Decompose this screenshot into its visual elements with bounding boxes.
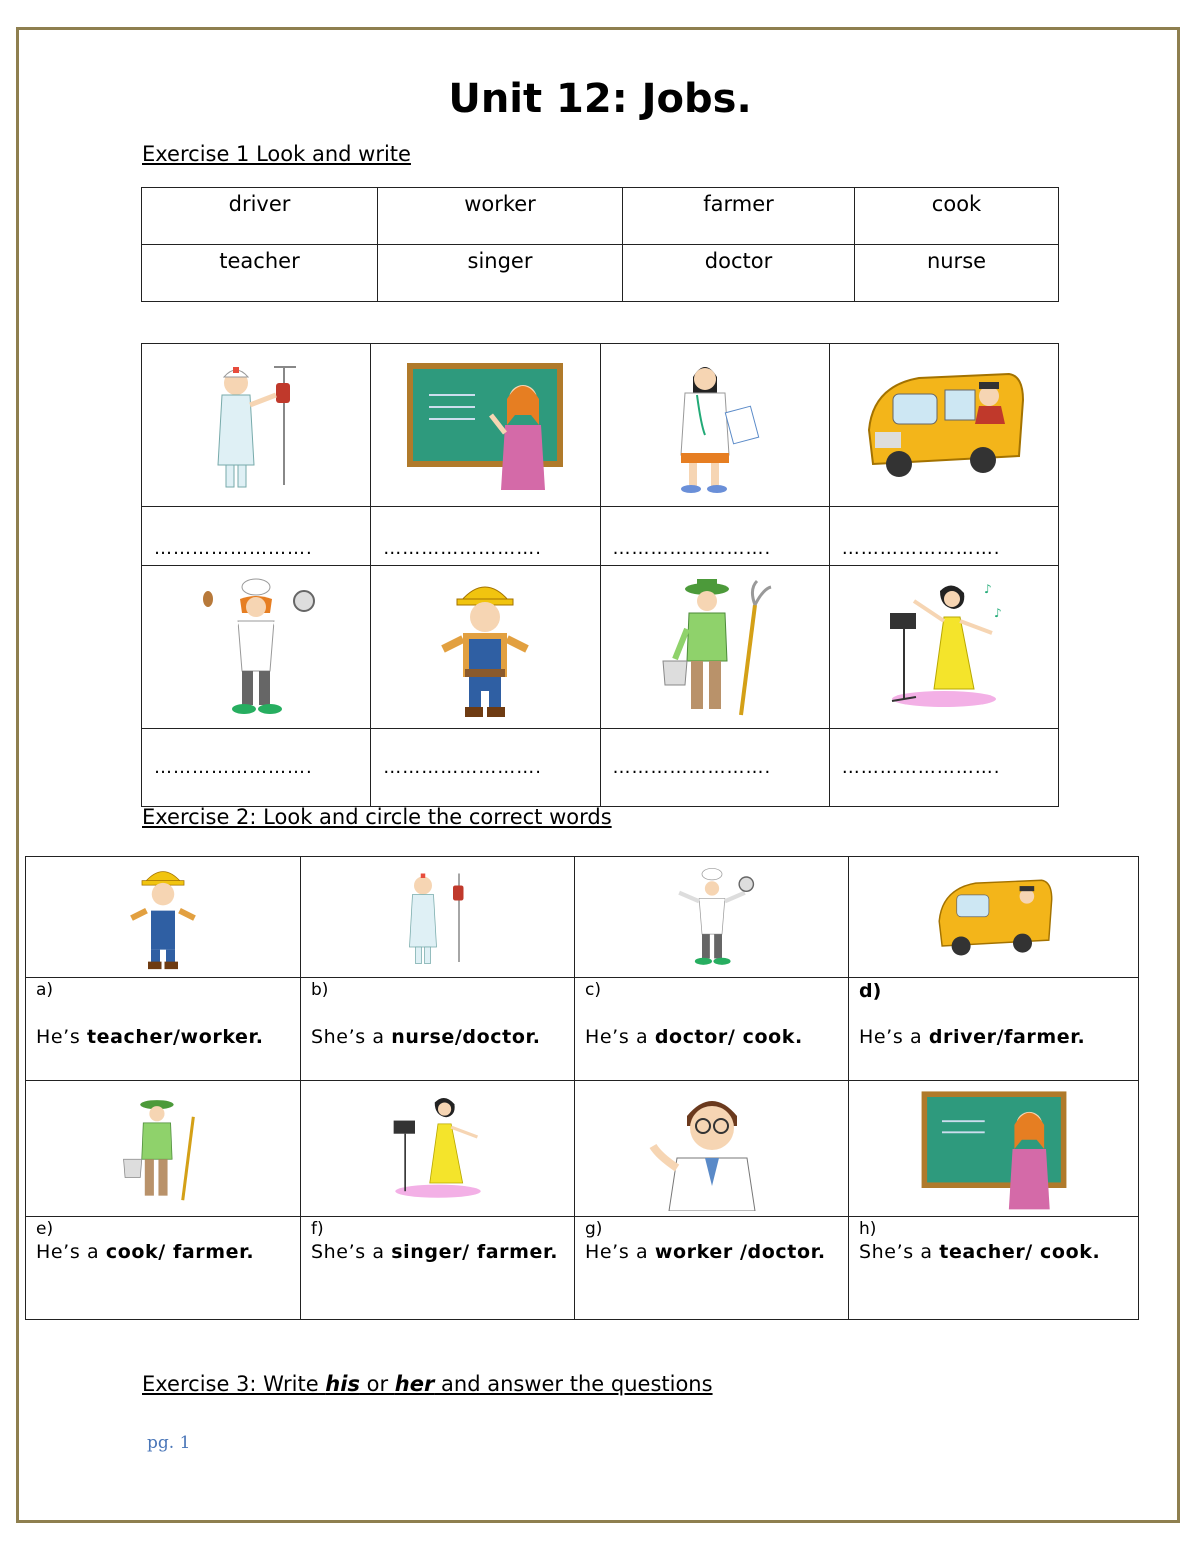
worker-picture [371, 566, 600, 729]
teacher-illustration [914, 1084, 1074, 1214]
word-cell: farmer [623, 188, 855, 245]
doctor-illustration [655, 355, 775, 495]
svg-text:♪: ♪ [993, 606, 1002, 620]
word-choices[interactable]: doctor/ cook. [654, 1026, 803, 1048]
question-f [301, 1217, 575, 1320]
answer-blank[interactable]: ……………………. [829, 729, 1058, 807]
question-a [26, 978, 301, 1081]
doctor-picture [575, 1081, 849, 1217]
word-cell: singer [378, 245, 623, 302]
question-sentence: He’s a worker /doctor. [585, 1241, 826, 1263]
page-title: Unit 12: Jobs. [448, 76, 752, 122]
question-b [301, 978, 575, 1081]
singer-illustration [874, 577, 1014, 717]
driver-picture [849, 857, 1139, 978]
question-letter: c) [585, 980, 601, 1000]
nurse-picture [142, 344, 371, 507]
driver-illustration [929, 870, 1059, 965]
question-sentence: He’s a doctor/ cook. [585, 1026, 803, 1048]
picture-table [141, 343, 1059, 807]
singer-picture [301, 1081, 575, 1217]
answer-blank[interactable]: ……………………. [371, 729, 600, 807]
cook-picture [142, 566, 371, 729]
question-h [849, 1217, 1139, 1320]
teacher-picture [849, 1081, 1139, 1217]
word-choices[interactable]: teacher/worker. [86, 1026, 264, 1048]
question-letter: f) [311, 1219, 324, 1239]
cook-picture [575, 857, 849, 978]
cook-illustration [662, 867, 762, 967]
her-word: her [394, 1372, 435, 1396]
word-cell: nurse [855, 245, 1059, 302]
word-choices[interactable]: cook/ farmer. [105, 1241, 255, 1263]
word-cell: cook [855, 188, 1059, 245]
exercise3-heading: Exercise 3: Write his or her and answer the questions [142, 1372, 713, 1396]
question-c [575, 978, 849, 1081]
question-sentence: She’s a singer/ farmer. [311, 1241, 559, 1263]
svg-text:♪: ♪ [983, 582, 992, 596]
nurse-picture [301, 857, 575, 978]
word-cell: driver [142, 188, 378, 245]
question-letter: d) [859, 980, 882, 1002]
word-choices[interactable]: teacher/ cook. [939, 1241, 1101, 1263]
farmer-illustration [645, 575, 785, 720]
answer-blank[interactable]: ……………………. [600, 507, 829, 566]
exercise2-heading: Exercise 2: Look and circle the correct words [142, 805, 612, 829]
worker-illustration [425, 575, 545, 720]
answer-blank[interactable]: ……………………. [371, 507, 600, 566]
farmer-illustration [108, 1094, 218, 1204]
driver-picture [829, 344, 1058, 507]
singer-illustration [378, 1091, 498, 1206]
question-letter: b) [311, 980, 329, 1000]
word-cell: teacher [142, 245, 378, 302]
doctor-picture [600, 344, 829, 507]
question-letter: g) [585, 1219, 603, 1239]
answer-blank[interactable]: ……………………. [142, 729, 371, 807]
exercise2-table [25, 856, 1139, 1320]
answer-blank[interactable]: ……………………. [600, 729, 829, 807]
word-choices[interactable]: nurse/doctor. [391, 1026, 541, 1048]
question-d [849, 978, 1139, 1081]
question-letter: e) [36, 1219, 54, 1239]
word-cell: doctor [623, 245, 855, 302]
question-sentence: She’s a nurse/doctor. [311, 1026, 541, 1048]
teacher-picture [371, 344, 600, 507]
his-word: his [325, 1372, 360, 1396]
question-letter: h) [859, 1219, 877, 1239]
question-sentence: He’s a driver/farmer. [859, 1026, 1086, 1048]
cook-illustration [196, 577, 316, 717]
page-number: pg. 1 [147, 1433, 191, 1453]
driver-illustration [859, 360, 1029, 490]
singer-picture [829, 566, 1058, 729]
question-letter: a) [36, 980, 54, 1000]
word-bank-table [141, 187, 1059, 302]
answer-blank[interactable]: ……………………. [829, 507, 1058, 566]
nurse-illustration [196, 355, 316, 495]
farmer-picture [26, 1081, 301, 1217]
word-choices[interactable]: driver/farmer. [928, 1026, 1086, 1048]
teacher-illustration [405, 355, 565, 495]
exercise1-heading: Exercise 1 Look and write [142, 142, 411, 166]
word-cell: worker [378, 188, 623, 245]
farmer-picture [600, 566, 829, 729]
question-e [26, 1217, 301, 1320]
question-sentence: He’s a cook/ farmer. [36, 1241, 255, 1263]
word-choices[interactable]: singer/ farmer. [391, 1241, 559, 1263]
doctor-illustration [647, 1086, 777, 1211]
question-sentence: He’s teacher/worker. [36, 1026, 264, 1048]
word-choices[interactable]: worker /doctor. [654, 1241, 826, 1263]
nurse-illustration [393, 862, 483, 972]
answer-blank[interactable]: ……………………. [142, 507, 371, 566]
worker-picture [26, 857, 301, 978]
question-g [575, 1217, 849, 1320]
question-sentence: She’s a teacher/ cook. [859, 1241, 1101, 1263]
worker-illustration [118, 862, 208, 972]
